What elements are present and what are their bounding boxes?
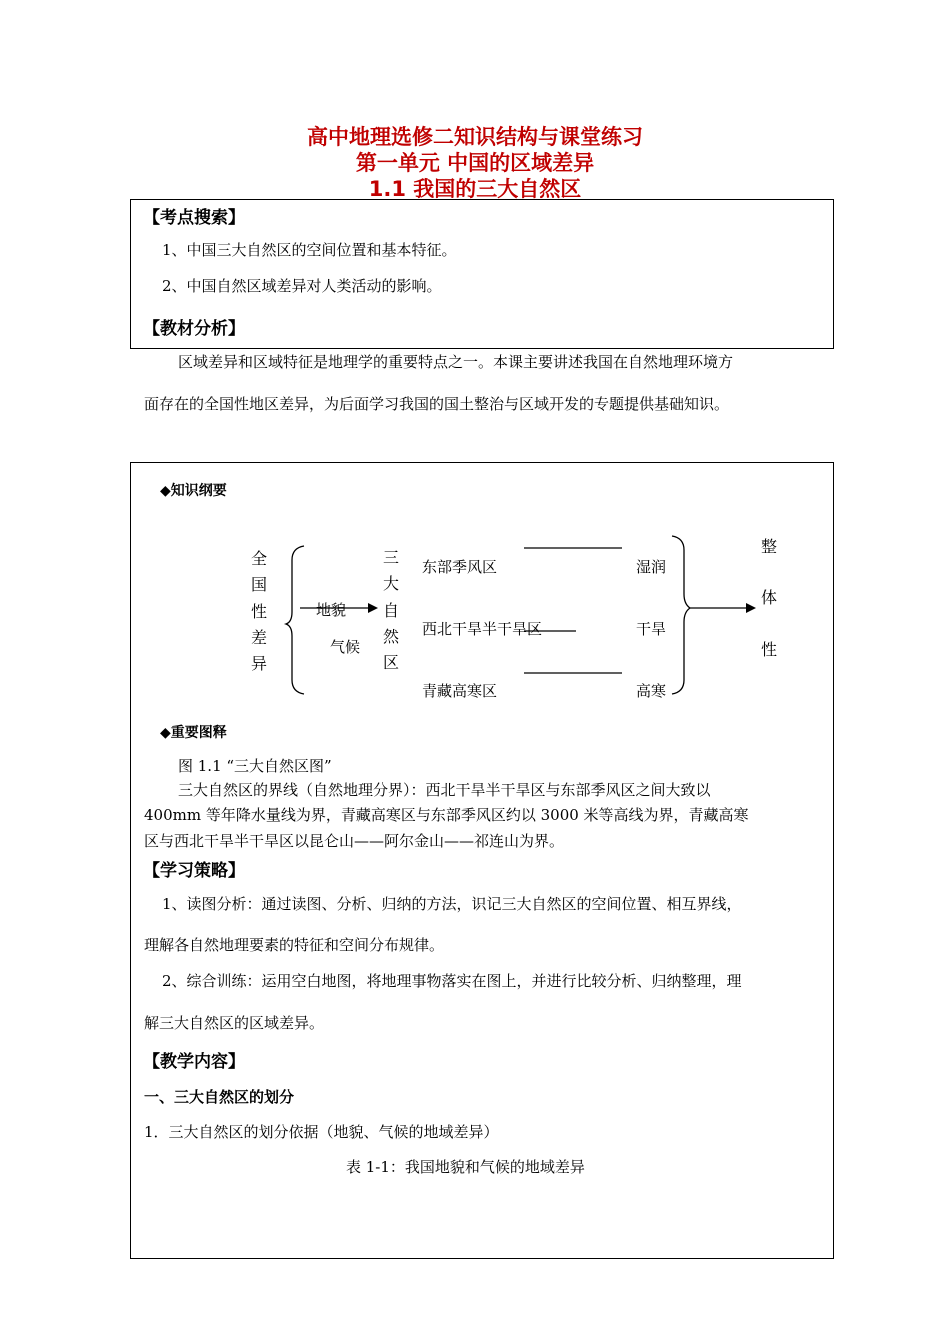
kaodian-item-1: 1、中国三大自然区的空间位置和基本特征。 <box>162 241 457 259</box>
left-brace <box>286 546 304 694</box>
tuxi-line-2: 400mm 等年降水量线为界，青藏高寒区与东部季风区约以 3000 米等高线为界，青藏高寒 <box>144 806 749 824</box>
mid-char-2: 大 <box>382 574 399 593</box>
kaodian-item-2: 2、中国自然区域差异对人类活动的影响。 <box>162 277 442 295</box>
xuexi-item1-line2: 理解各自然地理要素的特征和空间分布规律。 <box>144 936 445 954</box>
feature-cold: 高寒 <box>636 682 667 700</box>
left-char-2: 国 <box>250 575 267 594</box>
mid-char-1: 三 <box>382 548 399 567</box>
mid-char-4: 然 <box>382 627 399 646</box>
arrow-to-regions-head <box>368 603 378 613</box>
table-1-1-caption: 表 1-1：我国地貌和气候的地域差异 <box>346 1158 585 1176</box>
region-northwest-arid: 西北干旱半干旱区 <box>422 620 543 638</box>
jiaoxue-heading: 【教学内容】 <box>143 1052 245 1072</box>
feature-humid: 湿润 <box>636 558 667 576</box>
subsection-1-1: 1．三大自然区的划分依据（地貌、气候的地域差异） <box>144 1123 499 1141</box>
jiaocai-heading: 【教材分析】 <box>143 319 245 339</box>
mid-char-5: 区 <box>382 653 399 672</box>
arrow-to-whole-head <box>746 603 756 613</box>
tuxi-line-3: 区与西北干旱半干旱区以昆仑山——阿尔金山——祁连山为界。 <box>144 832 565 850</box>
left-char-5: 异 <box>250 654 267 673</box>
lesson-title: 1.1 我国的三大自然区 <box>368 177 582 201</box>
tuxi-caption: 图 1.1 “三大自然区图” <box>178 757 332 775</box>
left-char-3: 性 <box>250 602 267 621</box>
xuexi-item2-line1: 2、综合训练：运用空白地图，将地理事物落实在图上，并进行比较分析、归纳整理，理 <box>162 972 742 990</box>
doc-title: 高中地理选修二知识结构与课堂练习 <box>307 125 643 149</box>
tuxi-heading: ◆重要图释 <box>160 725 227 741</box>
kaodian-heading: 【考点搜索】 <box>143 208 245 228</box>
right-char-2: 体 <box>760 588 777 607</box>
xuexi-item2-line2: 解三大自然区的区域差异。 <box>144 1014 325 1032</box>
xuexi-item1-line1: 1、读图分析：通过读图、分析、归纳的方法，识记三大自然区的空间位置、相互界线， <box>162 895 742 913</box>
arrow-label-climate: 气候 <box>330 638 361 656</box>
tuxi-line-1: 三大自然区的界线（自然地理分界）：西北干旱半干旱区与东部季风区之间大致以 <box>178 781 711 799</box>
region-qinghai-tibet: 青藏高寒区 <box>422 682 498 700</box>
section-1-title: 一、三大自然区的划分 <box>144 1088 295 1106</box>
region-east-monsoon: 东部季风区 <box>422 558 498 576</box>
zhishi-heading: ◆知识纲要 <box>160 483 227 499</box>
arrow-label-landform: 地貌 <box>316 601 347 619</box>
xuexi-heading: 【学习策略】 <box>143 861 245 881</box>
left-char-4: 差 <box>250 628 267 647</box>
right-char-3: 性 <box>760 640 777 659</box>
mid-char-3: 自 <box>382 601 399 620</box>
right-brace <box>672 536 690 694</box>
jiaocai-para-line1: 区域差异和区域特征是地理学的重要特点之一。本课主要讲述我国在自然地理环境方 <box>178 353 734 371</box>
right-char-1: 整 <box>760 537 777 556</box>
feature-arid: 干旱 <box>636 620 667 638</box>
left-char-1: 全 <box>250 549 267 568</box>
unit-title: 第一单元 中国的区域差异 <box>355 151 595 175</box>
jiaocai-para-line2: 面存在的全国性地区差异，为后面学习我国的国土整治与区域开发的专题提供基础知识。 <box>144 395 730 413</box>
